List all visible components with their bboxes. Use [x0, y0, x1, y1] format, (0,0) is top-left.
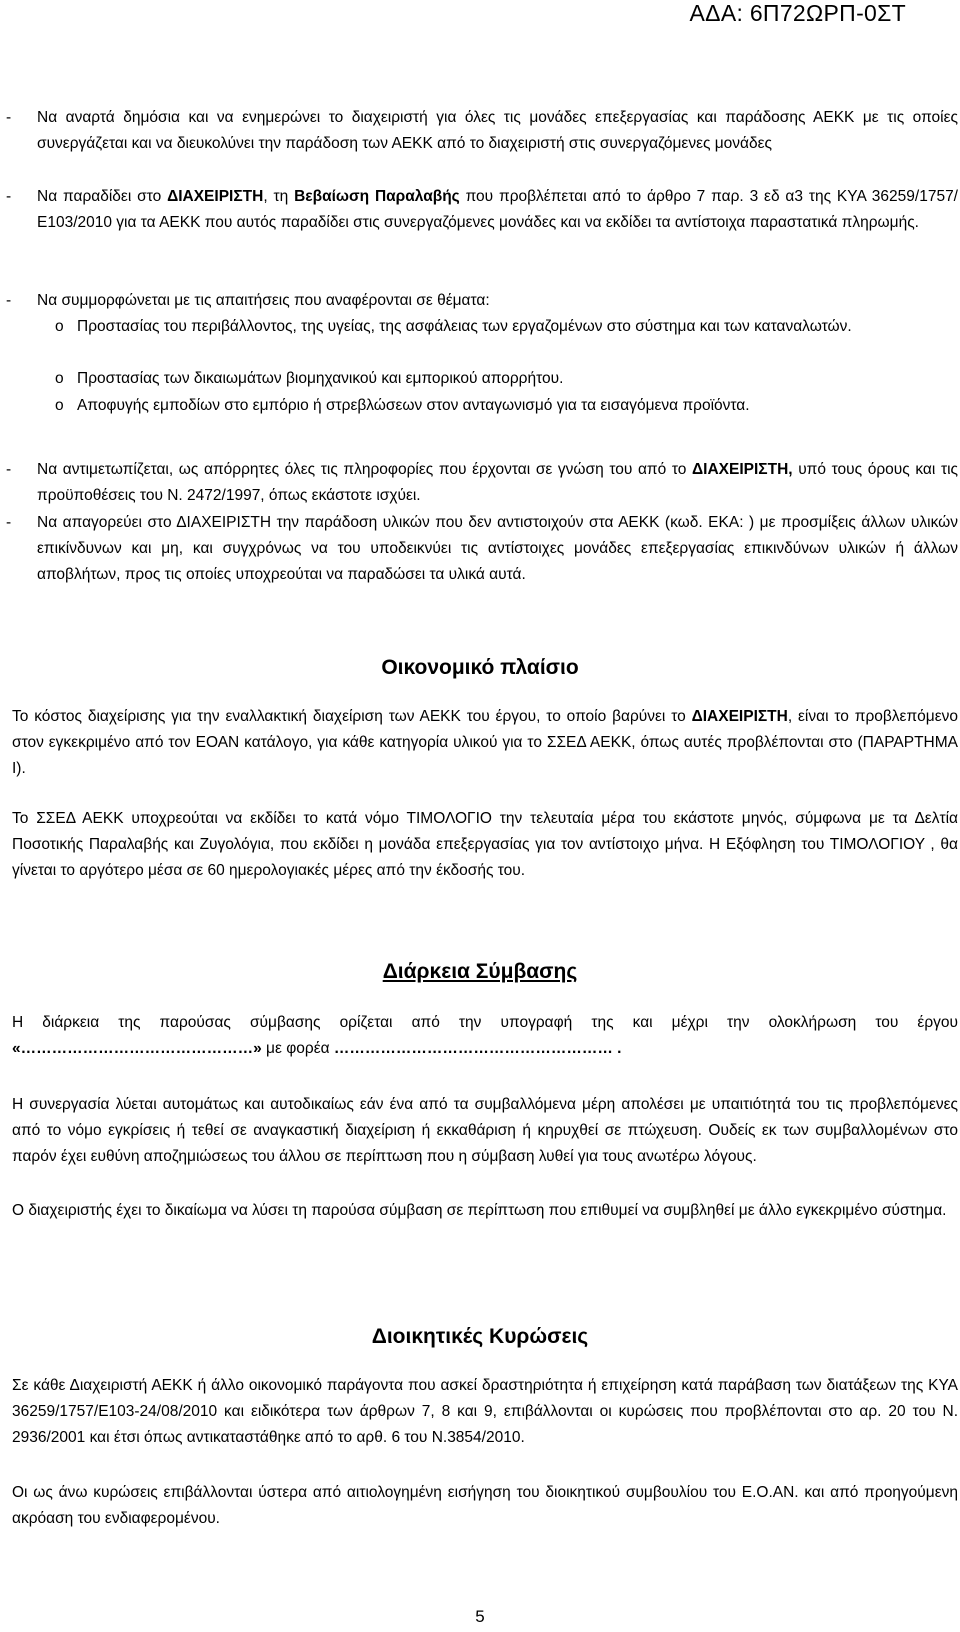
- paragraph: Οι ως άνω κυρώσεις επιβάλλονται ύστερα από αιτιολογημένη εισήγηση του διοικητικού συμβουλίου του Ε.Ο.ΑΝ. και από προηγούμενη ακρόαση του ενδιαφερομένου.: [12, 1484, 958, 1528]
- paragraph: Σε κάθε Διαχειριστή ΑΕΚΚ ή άλλο οικονομικό παράγοντα που ασκεί δραστηριότητα ή επιχείρηση κατά παράβαση των διατάξεων της ΚΥΑ 36259/1757/Ε103-24/08/2010 και ειδικότερα των άρθρων 7, 8 και 9, επιβάλλονται οι κυρώσεις που προβλέπονται στο αρ. 20 του Ν. 2936/2001 και έτσι όπως αντικαταστάθηκε από το αρθ. 6 του Ν.3854/2010.: [12, 1377, 958, 1447]
- sub-item-2: [55, 366, 958, 392]
- page-number: 5: [475, 1607, 485, 1626]
- dash-marker: -: [6, 514, 12, 531]
- dash-marker: -: [6, 461, 12, 478]
- sub-item-1: [55, 314, 958, 340]
- paragraph-bold-part: ……………………………………………… .: [333, 1040, 622, 1058]
- paragraph-bold-part: ΔΙΑΧΕΙΡΙΣΤΗ: [691, 708, 788, 725]
- sub-item-text: Προστασίας των δικαιωμάτων βιομηχανικού και εμπορικού απορρήτου.: [77, 370, 564, 387]
- section-heading-financial: Οικονομικό πλαίσιο: [381, 656, 579, 679]
- bullet-item-2: [6, 184, 958, 236]
- section-heading-text: Διάρκεια Σύμβασης: [382, 960, 578, 983]
- bullet-text: Να αναρτά δημόσια και να ενημερώνει το διαχειριστή για όλες τις μονάδες επεξεργασίας και παράδοσης ΑΕΚΚ με τις οποίες συνεργάζεται και να διευκολύνει την παράδοση των ΑΕΚΚ από το διαχειριστή στις συνεργαζόμενες μονάδες: [37, 109, 958, 153]
- paragraph-text-part: Η διάρκεια της παρούσας σύμβασης ορίζεται από την υπογραφή της και μέχρι την ολοκλήρωση του έργου: [12, 1014, 958, 1031]
- sub-item-text: Προστασίας του περιβάλλοντος, της υγείας, της ασφάλειας των εργαζομένων στο σύστημα και των καταναλωτών.: [77, 318, 852, 335]
- section-heading-duration: [0, 958, 960, 986]
- dash-marker: -: [6, 188, 12, 205]
- paragraph-text-part: Το κόστος διαχείρισης για την εναλλακτική διαχείριση των ΑΕΚΚ του έργου, το οποίο βαρύνει το: [12, 708, 692, 725]
- bullet-item-3: [6, 288, 958, 314]
- bullet-item-1: [6, 105, 958, 157]
- dash-marker: -: [6, 109, 12, 126]
- circle-bullet-icon: o: [55, 370, 64, 387]
- bullet-bold-part: ΔΙΑΧΕΙΡΙΣΤΗ: [167, 188, 264, 205]
- paragraph: Η συνεργασία λύεται αυτομάτως και αυτοδικαίως εάν ένα από τα συμβαλλόμενα μέρη απολέσει με υπαιτιότητά του τις προβλεπόμενες από το νόμο εγκρίσεις ή τεθεί σε αναγκαστική διαχείριση ή εκκαθάριση ή κηρυχθεί σε πτώχευση. Ουδείς εκ των συμβαλλομένων στο παρόν έχει ευθύνη αποζημιώσεως του άλλου σε περίπτωση που η σύμβαση λυθεί για τους ανωτέρω λόγους.: [12, 1096, 958, 1166]
- bullet-item-5: [6, 510, 958, 589]
- bullet-text: Να απαγορεύει στο ΔΙΑΧΕΙΡΙΣΤΗ την παράδοση υλικών που δεν αντιστοιχούν στα ΑΕΚΚ (κωδ. ΕΚΑ: ) με προσμίξεις άλλων υλικών επικίνδυνων και μη, και συγχρόνως να του υποδεικνύει τις αντίστοιχες μονάδες επεξεργασίας επικινδύνων υλικών ή άλλων αποβλήτων, προς τις οποίες υποχρεούται να παραδώσει τα υλικά αυτά.: [37, 514, 958, 584]
- bullet-item-4: [6, 457, 958, 509]
- dash-marker: -: [6, 292, 12, 309]
- paragraph: Το ΣΣΕΔ ΑΕΚΚ υποχρεούται να εκδίδει το κατά νόμο ΤΙΜΟΛΟΓΙΟ την τελευταία μέρα του εκάστοτε μηνός, σύμφωνα με τα Δελτία Ποσοτικής Παραλαβής και Ζυγολόγια, που εκδίδει η μονάδα επεξεργασίας για τον αντίστοιχο μήνα. Η Εξόφληση του ΤΙΜΟΛΟΓΙΟΥ , θα γίνεται το αργότερο μέσα σε 60 ημερολογιακές μέρες από την έκδοσής του.: [12, 810, 958, 880]
- bullet-text: Να συμμορφώνεται με τις απαιτήσεις που αναφέρονται σε θέματα:: [37, 292, 490, 309]
- paragraph-bold-part: «………………………………………»: [12, 1040, 262, 1058]
- sub-item-text: Αποφυγής εμποδίων στο εμπόριο ή στρεβλώσεων στον ανταγωνισμό για τα εισαγόμενα προϊόντα.: [77, 397, 750, 414]
- ada-code: ΑΔΑ: 6Π72ΩΡΠ-0ΣΤ: [689, 0, 906, 26]
- paragraph-text-part: , είναι το προβλεπόμενο στον εγκεκριμένο από τον ΕΟΑΝ κατάλογο, για κάθε κατηγορία υλικού για το ΣΣΕΔ ΑΕΚΚ, όπως αυτές προβλέπονται στο (ΠΑΡΑΡΤΗΜΑ Ι).: [12, 708, 958, 778]
- paragraph: [12, 1010, 958, 1062]
- bullet-bold-part: Βεβαίωση Παραλαβής: [294, 188, 460, 205]
- bullet-bold-part: ΔΙΑΧΕΙΡΙΣΤΗ,: [692, 461, 793, 478]
- paragraph: [12, 704, 958, 783]
- paragraph-text-part: με φορέα: [261, 1040, 334, 1058]
- bullet-text-part: που προβλέπεται από το άρθρο 7 παρ. 3 εδ α3 της ΚΥΑ 36259/1757/Ε103/2010 για τα ΑΕΚΚ που αυτός παραδίδει στις συνεργαζόμενες μονάδες και να εκδίδει τα αντίστοιχα παραστατικά πληρωμής.: [37, 188, 958, 232]
- paragraph: Ο διαχειριστής έχει το δικαίωμα να λύσει τη παρούσα σύμβαση σε περίπτωση που επιθυμεί να συμβληθεί με άλλο εγκεκριμένο σύστημα.: [12, 1202, 947, 1219]
- section-heading-sanctions: Διοικητικές Κυρώσεις: [371, 1325, 589, 1348]
- bullet-text-part: , τη: [263, 188, 295, 205]
- circle-bullet-icon: o: [55, 397, 64, 414]
- bullet-text-part: υπό τους όρους και τις προϋποθέσεις του Ν. 2472/1997, όπως εκάστοτε ισχύει.: [37, 461, 958, 505]
- sub-item-3: [55, 393, 958, 419]
- bullet-text-part: Να παραδίδει στο: [37, 188, 168, 205]
- circle-bullet-icon: o: [55, 318, 64, 335]
- bullet-text-part: Να αντιμετωπίζεται, ως απόρρητες όλες τις πληροφορίες που έρχονται σε γνώση του από το: [37, 461, 693, 478]
